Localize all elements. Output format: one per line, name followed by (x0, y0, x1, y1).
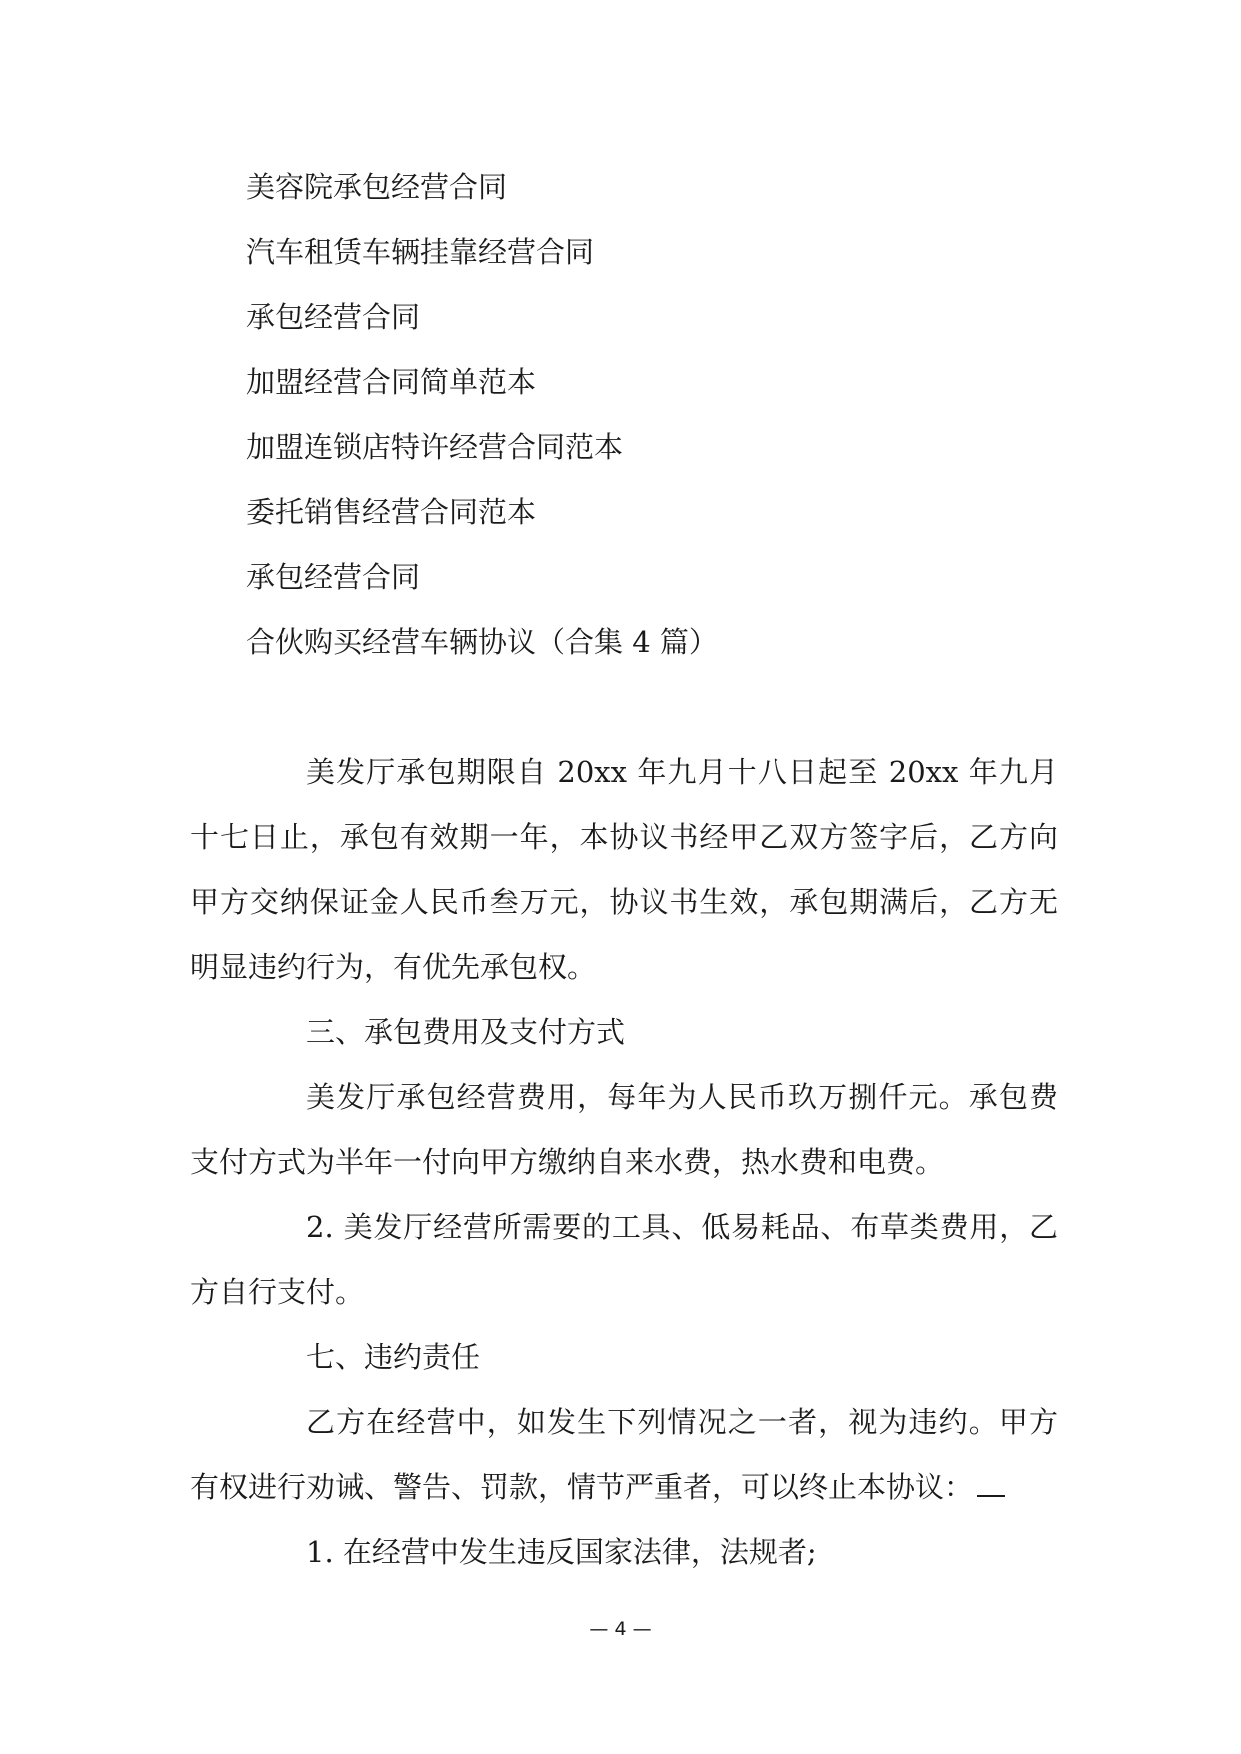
paragraph-tools-cost: 2. 美发厅经营所需要的工具、低易耗品、布草类费用，乙方自行支付。 (190, 1210, 1058, 1309)
fill-in-blank (977, 1471, 1005, 1497)
list-item: 汽车租赁车辆挂靠经营合同 (246, 235, 595, 269)
list-item: 委托销售经营合同范本 (246, 495, 537, 529)
section-heading-fees: 三、承包费用及支付方式 (306, 1015, 626, 1049)
page-number: — 4 — (589, 1618, 652, 1640)
paragraph-fees: 美发厅承包经营费用，每年为人民币玖万捌仟元。承包费支付方式为半年一付向甲方缴纳自来水费，热水费和电费。 (190, 1080, 1058, 1179)
contract-body (190, 740, 1058, 1585)
paragraph-violation-1: 1. 在经营中发生违反国家法律，法规者; (306, 1535, 817, 1569)
list-item: 承包经营合同 (246, 300, 421, 334)
paragraph-term: 美发厅承包期限自 20xx 年九月十八日起至 20xx 年九月十七日止，承包有效期一年，本协议书经甲乙双方签字后，乙方向甲方交纳保证金人民币叁万元，协议书生效，承包期满后，乙方无明显违约行为，有优先承包权。 (190, 755, 1058, 984)
related-contracts-list (246, 155, 1046, 675)
section-heading-liability: 七、违约责任 (306, 1340, 481, 1374)
list-item: 合伙购买经营车辆协议（合集 4 篇） (246, 625, 718, 659)
paragraph-liability (190, 1390, 1058, 1520)
list-item: 加盟连锁店特许经营合同范本 (246, 430, 624, 464)
list-item: 承包经营合同 (246, 560, 421, 594)
list-item: 加盟经营合同简单范本 (246, 365, 537, 399)
paragraph-liability-text: 乙方在经营中，如发生下列情况之一者，视为违约。甲方有权进行劝诫、警告、罚款，情节严重者，可以终止本协议： (190, 1405, 1058, 1504)
list-item: 美容院承包经营合同 (246, 170, 508, 204)
